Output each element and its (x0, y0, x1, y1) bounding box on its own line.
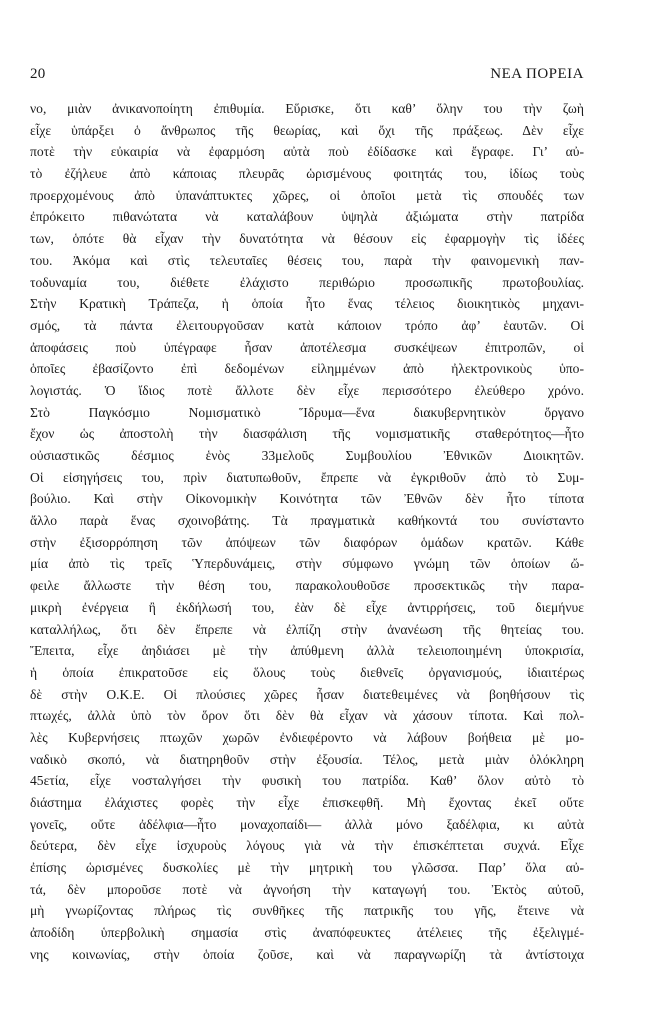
text-line: πτωχές, ἀλλὰ ὑπὸ τὸν ὅρον ὅτι δὲν θὰ εἶχαν νὰ χάσουν τίποτα. Καὶ πολ- (30, 708, 584, 724)
text-line: ἔχον ὡς ἀποστολὴ τὴν διασφάλιση τῆς νομισματικῆς σταθερότητος—ἦτο (30, 426, 584, 442)
text-line: διάστημα ἐλάχιστες φορὲς τὴν εἶχε ἐπισκεφθῆ. Μὴ ἔχοντας ἐκεῖ οὔτε (30, 795, 584, 810)
text-line: ποτὲ τὴν εὐκαιρία νὰ ἐφαρμόση αὐτὰ ποὺ ἐδίδασκε καὶ ἔγραφε. Γι’ αὐ- (30, 144, 584, 160)
text-line: ἡ ὁποία ἐπικρατοῦσε εἰς ὅλους τοὺς διεθνεῖς ὀργανισμούς, ἰδιαιτέρως (30, 664, 584, 680)
text-line: μὴ γνωρίζοντας πλήρως τὶς συνθῆκες τῆς πατρικῆς του γῆς, ἔτεινε νὰ (30, 903, 584, 919)
text-line: του. Ἀκόμα καὶ στὶς τελευταῖες θέσεις του, παρὰ τὴν φαινομενικὴ παν- (30, 252, 584, 268)
running-title: ΝΕΑ ΠΟΡΕΙΑ (490, 66, 584, 82)
text-line: δὲ στὴν Ο.Κ.Ε. Οἱ πλούσιες χῶρες ἦσαν διατεθειμένες νὰ βοηθήσουν τὶς (30, 686, 584, 702)
text-line: καταλλήλως, ὅτι δὲν ἔπρεπε νὰ ἐλπίζη στὴν ἀνανέωση τῆς θητείας του. (30, 621, 584, 637)
text-line: τὸ ἐζήλευε ἀπὸ κάποιας πλευρᾶς ὡρισμένους φοιτητάς του, ἰδίως τοὺς (30, 166, 584, 182)
text-line: 45ετία, εἶχε νοσταλγήσει τὴν φυσικὴ του πατρίδα. Καθ’ ὅλον αὐτὸ τὸ (30, 773, 584, 789)
text-line: νης κοινωνίας, στὴν ὁποία ζοῦσε, καὶ νὰ παραγνωρίζη τὰ ἀντίστοιχα (30, 946, 584, 962)
text-line: ναδικὸ σκοπό, νὰ διατηρηθοῦν στὴν ἐξουσία. Τέλος, μετὰ μιὰν ὁλόκληρη (30, 751, 584, 767)
text-line: τοδυναμία του, διέθετε ἐλάχιστο περιθώριο προσωπικῆς πρωτοβουλίας. (30, 274, 584, 290)
text-line: ὁποῖες ἐβασίζοντο ἐπὶ δεδομένων εἰλημμένων ἀπὸ ἠλεκτρονικοὺς ὑπο- (30, 361, 584, 377)
text-line: νο, μιὰν ἀνικανοποίητη ἐπιθυμία. Εὕρισκε, ὅτι καθ’ ὅλην του τὴν ζωὴ (30, 101, 584, 116)
text-line: βούλιο. Καὶ στὴν Οἰκονομικὴν Κοινότητα τῶν Ἐθνῶν δὲν ἦτο τίποτα (30, 491, 584, 507)
text-line: λογιστάς. Ὁ ἴδιος ποτὲ ἄλλοτε δὲν εἶχε περισσότερο ἐλεύθερο χρόνο. (30, 382, 584, 398)
text-line: μικρὴ ἐνέργεια ἢ ἐκδήλωσή του, ἐὰν δὲ εἶχε ἀντιρρήσεις, τοῦ διεμήνυε (30, 599, 584, 615)
text-line: ἐπρόκειτο πιθανώτατα νὰ καταλάβουν ὑψηλὰ ἀξιώματα στὴν πατρίδα (30, 209, 584, 225)
page-number: 20 (30, 66, 46, 82)
text-line: λὲς Κυβερνήσεις πτωχῶν χωρῶν ἐνδιεφέροντο νὰ λάβουν βοήθεια μὲ μο- (30, 729, 584, 745)
text-line: γονεῖς, οὔτε ἀδέλφια—ἦτο μοναχοπαίδι— ἀλλὰ μόνο ξαδέλφια, κι αὐτὰ (30, 816, 584, 832)
text-line: εἶχε ὑπάρξει ὁ ἄνθρωπος τῆς θεωρίας, καὶ ὄχι τῆς πράξεως. Δὲν εἶχε (30, 122, 584, 138)
text-line: τά, δὲν μποροῦσε ποτὲ νὰ ἀγνοήση τὴν καταγωγή του. Ἐκτὸς αὐτοῦ, (30, 881, 584, 897)
text-line: μία ἀπὸ τὶς τρεῖς Ὑπερδυνάμεις, στὴν σύμφωνο γνώμη τῶν ὁποίων ὤ- (30, 556, 584, 572)
text-line: ἄλλο παρὰ ἕνας σχοινοβάτης. Τὰ πραγματικὰ καθήκοντά του συνίσταντο (30, 513, 584, 529)
page-header (30, 66, 584, 86)
text-line: ἀποδίδη ὑπερβολικὴ σημασία στὶς ἀναπόφευκτες ἀτέλειες τῆς ἐξελιγμέ- (30, 925, 584, 941)
text-line: ἀποφάσεις ποὺ ὑπέγραφε ἦσαν ἀποτέλεσμα συσκέψεων ἐπιτροπῶν, οἱ (30, 339, 584, 355)
text-line: Στὴν Κρατικὴ Τράπεζα, ἡ ὁποία ἦτο ἕνας τέλειος διοικητικὸς μηχανι- (30, 296, 584, 312)
text-line: των, ὁπότε θὰ εἶχαν τὴν δυνατότητα νὰ θέσουν εἰς ἐφαρμογὴν τὶς ἰδέες (30, 231, 584, 247)
text-line: δεύτερα, δὲν εἶχε ἰσχυροὺς λόγους γιὰ νὰ τὴν ἐπισκέπτεται συχνά. Εἶχε (30, 838, 584, 854)
text-line: φειλε ἄλλωστε τὴν θέση του, παρακολουθοῦσε προσεκτικῶς τὴν παρα- (30, 578, 584, 594)
text-line: σμός, τὰ πάντα ἐλειτουργοῦσαν κατὰ κάποιον τρόπο ἀφ’ ἑαυτῶν. Οἱ (30, 317, 584, 333)
text-line: Οἱ εἰσηγήσεις του, πρὶν διατυπωθοῦν, ἔπρεπε νὰ ἐγκριθοῦν ἀπὸ τὸ Συμ- (30, 469, 584, 485)
text-line: προερχομένους ἀπὸ ὑπανάπτυκτες χῶρες, οἱ ὁποῖοι μετὰ τὶς σπουδές των (30, 187, 584, 203)
text-line: στὴν ἐξισορρόπηση τῶν ἀπόψεων τῶν διαφόρων ὁμάδων κρατῶν. Κάθε (30, 534, 584, 550)
text-line: ἐπίσης ὡρισμένες δυσκολίες μὲ τὴν μητρικὴ του γλῶσσα. Παρ’ ὅλα αὐ- (30, 860, 584, 876)
body-text (30, 98, 584, 966)
text-line: οὐσιαστικῶς δέσμιος ἑνὸς 33μελοῦς Συμβουλίου Ἐθνικῶν Διοικητῶν. (30, 448, 584, 463)
text-line: Ἔπειτα, εἶχε ἀηδιάσει μὲ τὴν ἀπύθμενη ἀλλὰ τελειοποιημένη ὑποκρισία, (30, 643, 584, 659)
text-line: Στὸ Παγκόσμιο Νομισματικὸ Ἵδρυμα—ἕνα διακυβερνητικὸν ὄργανο (30, 404, 584, 420)
